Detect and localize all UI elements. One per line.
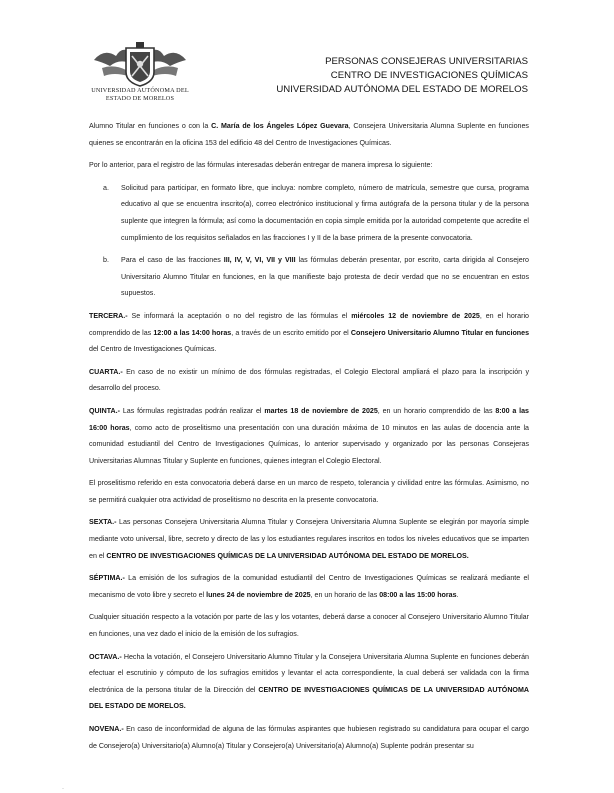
clause-label: NOVENA.-	[89, 725, 124, 733]
clause-label: SEXTA.-	[89, 518, 117, 527]
clause-label: CUARTA.-	[89, 367, 123, 376]
clause-label: SÉPTIMA.-	[89, 574, 125, 583]
list-marker: a.	[103, 183, 109, 192]
text-run: En caso de no existir un mínimo de dos fórmulas registradas, el Colegio Electoral ampliará el plazo para la inscripción y desarrollo del proceso.	[89, 367, 529, 393]
bold-date: martes 18 de noviembre de 2025	[264, 406, 378, 415]
header-line-3: UNIVERSIDAD AUTÓNOMA DEL ESTADO DE MORELOS	[276, 84, 528, 95]
text-run: , en el horario comprendido de las	[89, 311, 529, 337]
text-run: Hecha la votación, el Consejero Universitario Alumno Titular y la Consejera Universitaria Alumna Suplente en funciones deberán efectuar el escrutinio y cómputo de los sufragios emitidos y levantar el acta correspondiente, la cual deberá ser validada con la firma electrónica de la persona titular de la Dirección del	[89, 652, 529, 694]
clause-quinta	[89, 403, 529, 469]
bold-date: lunes 24 de noviembre de 2025	[206, 590, 311, 599]
paragraph-votacion: Cualquier situación respecto a la votación por parte de las y los votantes, deberá darse a conocer al Consejero Universitario Alumno Titular en funciones, una vez dado el inicio de la emisión de los sufragios.	[89, 613, 529, 639]
clause-label: QUINTA.-	[89, 406, 120, 415]
document-body	[89, 118, 529, 760]
text-run: Se informará la aceptación o no del registro de las fórmulas el	[127, 311, 352, 320]
document-header	[276, 55, 528, 97]
bold-text: CENTRO DE INVESTIGACIONES QUÍMICAS DE LA UNIVERSIDAD AUTÓNOMA DEL ESTADO DE MORELOS.	[89, 685, 529, 711]
clause-septima	[89, 570, 529, 603]
text-run: Para el caso de las fracciones	[121, 256, 224, 265]
bold-name: C. María de los Ángeles López Guevara	[211, 122, 349, 130]
text-run: Alumno Titular en funciones o con la	[89, 122, 212, 130]
clause-label: TERCERA.-	[89, 311, 128, 320]
clause-label: OCTAVA.-	[89, 652, 122, 661]
scan-speck: ·	[62, 786, 64, 792]
list-item-text: Solicitud para participar, en formato libre, que incluya: nombre completo, número de matrícula, semestre que cursa, programa educativo al que se encuentra inscrito(a), correo electrónico institucional y firma autógrafa de la persona titular y de la persona suplente que integren la fórmula; así como la documentación en copia simple emitida por la autoridad competente que acredite el cumplimiento de los requisitos señalados en las fracciones I y II de la base primera de la presente convocatoria.	[121, 183, 529, 242]
list-marker: b.	[103, 256, 109, 265]
clause-tercera	[89, 308, 529, 358]
clause-octava	[89, 649, 529, 715]
paragraph-requirements-intro: Por lo anterior, para el registro de las fórmulas interesadas deberán entregar de manera impresa lo siguiente:	[89, 161, 433, 170]
header-line-2: CENTRO DE INVESTIGACIONES QUÍMICAS	[330, 70, 528, 81]
text-run: del Centro de Investigaciones Químicas.	[89, 345, 217, 354]
header-line-1: PERSONAS CONSEJERAS UNIVERSITARIAS	[325, 56, 528, 67]
seal-caption-line-2: ESTADO DE MORELOS	[105, 95, 175, 102]
bold-text: Consejero Universitario Alumno Titular en funciones	[350, 328, 530, 337]
clause-sexta	[89, 514, 529, 564]
text-run: .	[456, 590, 459, 599]
text-run: , en un horario comprendido de las	[377, 406, 496, 415]
paragraph-continuation	[89, 118, 529, 151]
text-run: La emisión de los sufragios de la comunidad estudiantil del Centro de Investigaciones Químicas se realizará mediante el mecanismo de voto libre y secreto el	[89, 574, 529, 599]
text-run: , Consejera Universitaria Alumna Suplente en funciones quienes se encontrarán en la oficina 153 del edificio 48 del Centro de Investigaciones Químicas.	[89, 122, 529, 147]
text-run: , como acto de proselitismo una presentación con una duración máxima de 10 minutos en las aulas de docencia ante la comunidad estudiantil del Centro de Investigaciones Químicas, lo anterior supervisado y organizado por las personas Consejeras Universitarias Alumnas Titular y Suplente en funciones, quienes integran el Colegio Electoral.	[89, 423, 529, 465]
text-run: En caso de inconformidad de alguna de las fórmulas aspirantes que hubiesen registrado su candidatura para ocupar el cargo de Consejero(a) Universitario(a) Alumno(a) Titular y Consejero(a) Universitario(a) Alumno(a) Suplente podrán presentar su	[89, 725, 529, 750]
text-run: , a través de un escrito emitido por el	[231, 328, 351, 337]
bold-time: 8:00 a las 16:00 horas	[89, 406, 529, 432]
bold-date: miércoles 12 de noviembre de 2025	[351, 311, 480, 320]
clause-cuarta	[89, 364, 529, 397]
text-run: las fórmulas deberán presentar, por escrito, carta dirigida al Consejero Universitario Alumno Titular en funciones, en la que manifieste bajo protesta de decir verdad que no se encuentran en estos supuestos.	[121, 256, 530, 298]
bold-text: CENTRO DE INVESTIGACIONES QUÍMICAS DE LA UNIVERSIDAD AUTÓNOMA DEL ESTADO DE MORELOS.	[106, 551, 469, 560]
clause-novena	[89, 721, 529, 754]
list-item-a	[89, 180, 529, 246]
seal-caption	[88, 87, 192, 103]
text-run: Las fórmulas registradas podrán realizar el	[120, 406, 265, 415]
seal-caption-line-1: UNIVERSIDAD AUTÓNOMA DEL	[91, 87, 189, 94]
bold-time: 08:00 a las 15:00 horas	[379, 590, 457, 599]
bold-time: 12:00 a las 14:00 horas	[153, 328, 232, 337]
list-item-b	[89, 252, 529, 302]
text-run: , en un horario de las	[310, 590, 380, 599]
paragraph-proselitismo: El proselitismo referido en esta convocatoria deberá darse en un marco de respeto, tolerancia y civilidad entre las fórmulas. Asimismo, no se permitirá cualquier otra actividad de proselitismo no descrita en la presente convocatoria.	[89, 479, 529, 504]
text-run: Las personas Consejera Universitaria Alumna Titular y Consejera Universitaria Alumna Suplente se elegirán por mayoría simple mediante voto universal, libre, secreto y directo de las y los estudiantes regulares inscritos en todos los niveles educativos que se imparten en el	[89, 518, 529, 560]
bold-fractions: III, IV, V, VI, VII y VIII	[223, 256, 296, 265]
